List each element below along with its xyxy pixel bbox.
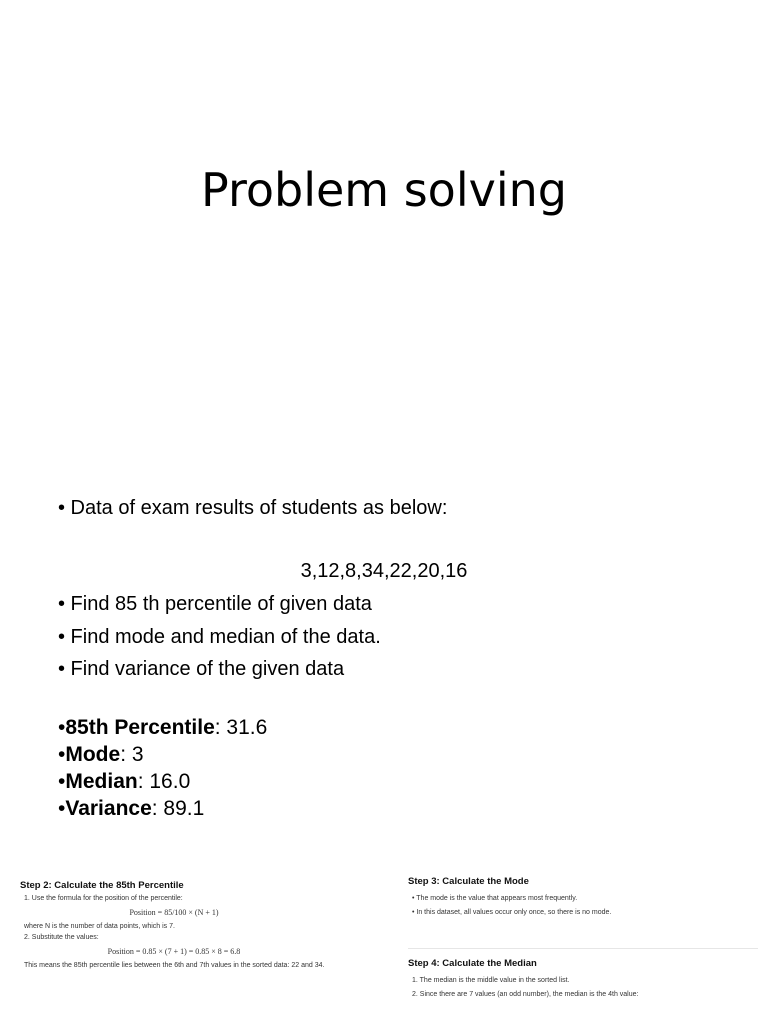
answer-mode: •Mode: 3 xyxy=(58,743,144,766)
step4-heading: Step 4: Calculate the Median xyxy=(408,958,537,969)
step3-bullet2: • In this dataset, all values occur only once, so there is no mode. xyxy=(412,909,612,916)
answer-percentile: •85th Percentile: 31.6 xyxy=(58,716,268,739)
task-percentile: • Find 85 th percentile of given data xyxy=(58,593,372,615)
step2-formula1: Position = 85/100 × (N + 1) xyxy=(129,908,219,917)
answer-variance: •Variance: 89.1 xyxy=(58,797,205,820)
step3-heading: Step 3: Calculate the Mode xyxy=(408,876,529,887)
step2-line2: where N is the number of data points, which is 7. xyxy=(24,923,175,930)
answer-median: •Median: 16.0 xyxy=(58,770,191,793)
section-divider xyxy=(408,948,758,949)
step2-formula2: Position = 0.85 × (7 + 1) = 0.85 × 8 = 6.8 xyxy=(107,947,241,956)
problem-intro: • Data of exam results of students as below: xyxy=(58,497,448,519)
step3-bullet1: • The mode is the value that appears most frequently. xyxy=(412,895,578,902)
answers-list xyxy=(58,714,267,822)
page-title: Problem solving xyxy=(201,163,567,217)
step4-item1: 1. The median is the middle value in the sorted list. xyxy=(412,977,570,984)
task-mode-median: • Find mode and median of the data. xyxy=(58,626,381,648)
screenshot-percentile-steps xyxy=(14,874,334,1024)
step2-line1: 1. Use the formula for the position of the percentile: xyxy=(24,895,183,902)
step2-line3: 2. Substitute the values: xyxy=(24,934,99,941)
task-variance: • Find variance of the given data xyxy=(58,658,345,680)
step2-line4: This means the 85th percentile lies between the 6th and 7th values in the sorted data: 22 and 34. xyxy=(24,962,325,969)
step4-item2: 2. Since there are 7 values (an odd number), the median is the 4th value: xyxy=(412,991,639,998)
step2-heading: Step 2: Calculate the 85th Percentile xyxy=(20,880,184,891)
dataset-values: 3,12,8,34,22,20,16 xyxy=(300,560,468,582)
screenshot-mode-median-steps xyxy=(402,870,758,1024)
